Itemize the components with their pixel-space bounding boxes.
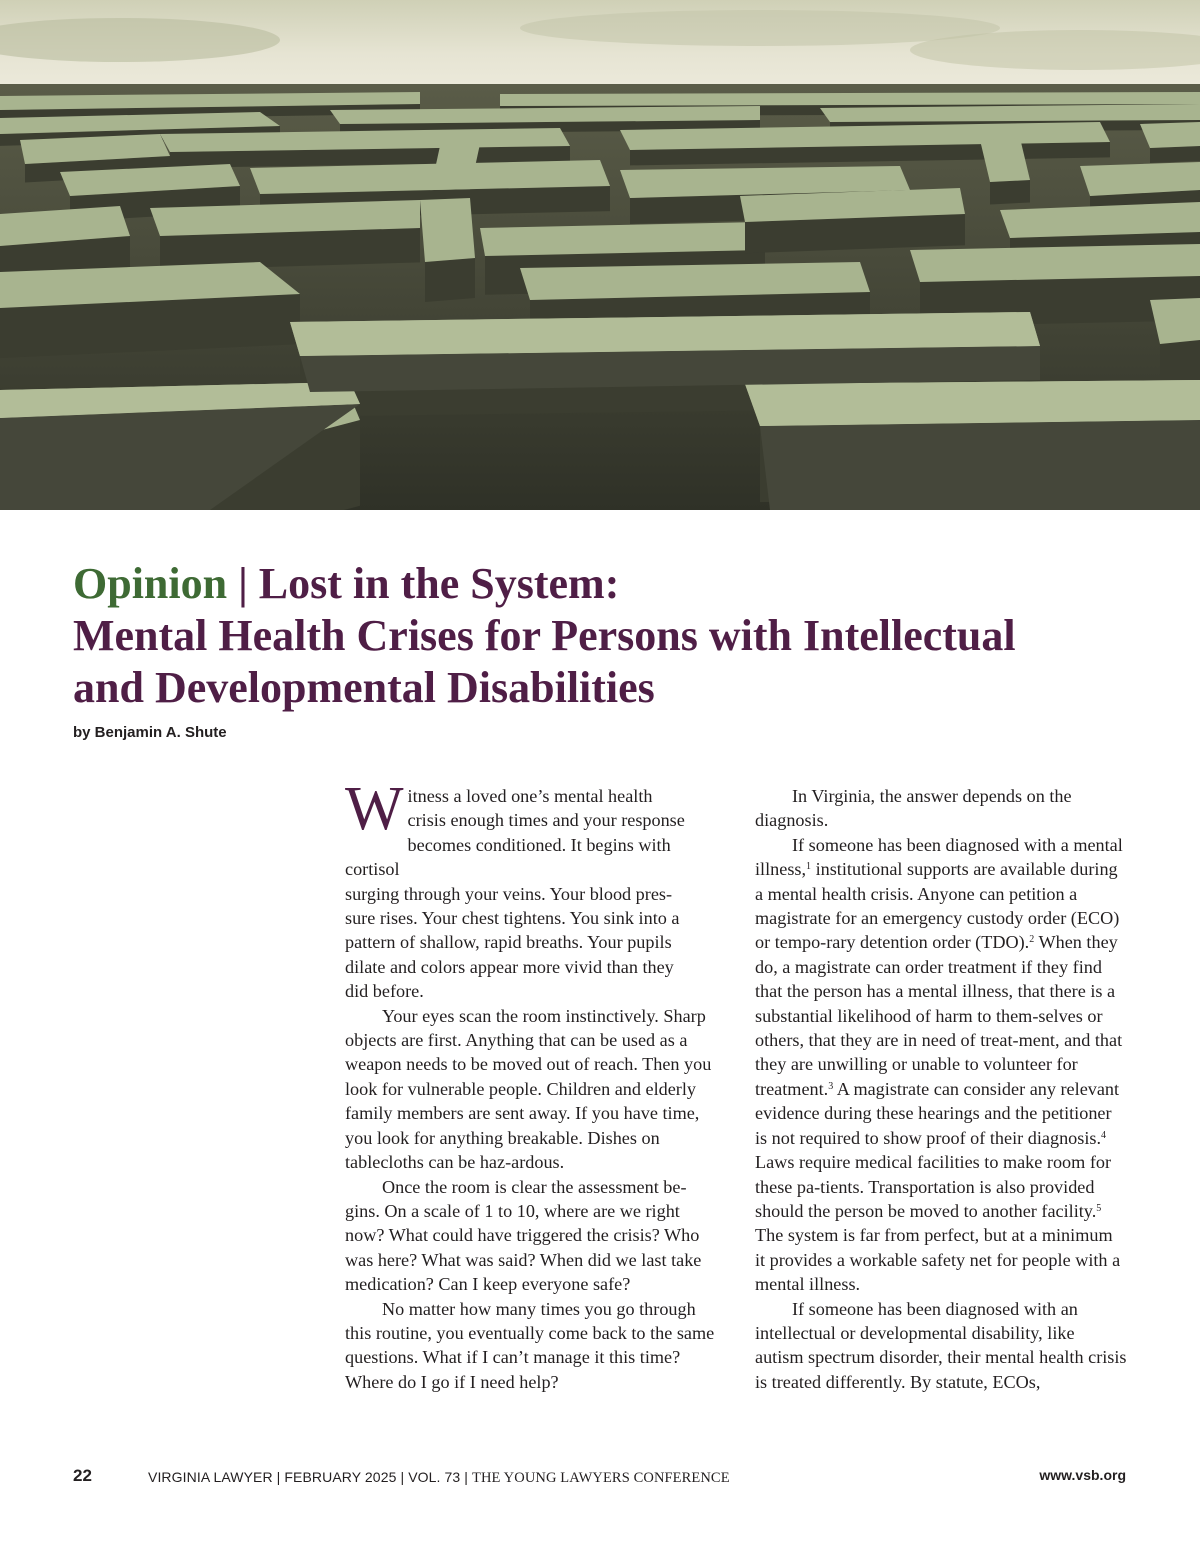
title-line-2: Mental Health Crises for Persons with Intellectual [73, 611, 1016, 660]
footnote-ref: 5 [1096, 1202, 1102, 1214]
paragraph: Your eyes scan the room instinctively. Sharp objects are first. Anything that can be used as a weapon needs to be moved out of reach. Then you look for vulnerable people. Children and elderly family members are sent away. If you have time, you look for anything breakable. Dishes on tablecloths can be haz-ardous. [345, 1005, 712, 1173]
opening-line: pattern of shallow, rapid breaths. Your pupils [345, 932, 672, 953]
maze-wall-top [745, 380, 1200, 426]
text-run: Laws require medical facilities to make room for these pa-tients. Transportation is also provided should the person be moved to another facility. [755, 1152, 1112, 1221]
maze-wall-top [480, 222, 765, 256]
byline: by Benjamin A. Shute [73, 724, 227, 741]
paragraph: In Virginia, the answer depends on the diagnosis. [755, 786, 1072, 831]
hero-illustration [0, 0, 1200, 510]
paragraph: If someone has been diagnosed with an intellectual or developmental disability, like autism spectrum disorder, their mental health crisis is treated differently. By statute, ECOs, [755, 1298, 1127, 1392]
body-column-left [345, 775, 717, 1394]
title-line-3: and Developmental Disabilities [73, 663, 655, 712]
text-run: institutional supports are available during a mental health crisis. Anyone can petition a magistrate for an emergency custody order (ECO) or tempo-rary detention order (TDO). [755, 859, 1120, 953]
paragraph: Once the room is clear the assessment be-gins. On a scale of 1 to 10, where are we right now? What could have triggered the crisis? Who was here? What was said? When did we last take medication? Can I keep everyone safe? [345, 1176, 702, 1295]
maze-wall-face [760, 420, 1200, 510]
page-number: 22 [73, 1466, 92, 1485]
opening-line: becomes conditioned. It begins with cortisol [345, 834, 671, 880]
text-run: A magistrate can consider any relevant evidence during these hearings and the petitioner is not required to show proof of their diagnosis. [755, 1078, 1120, 1148]
section-label: Opinion [73, 559, 228, 608]
maze-wall-top [910, 244, 1200, 282]
paragraph-opening [345, 775, 717, 1004]
opening-line: did before. [345, 981, 424, 1002]
text-run: If someone has been diagnosed with a mental illness, [755, 834, 1123, 880]
text-run: When they do, a magistrate can order treatment if they find that the person has a mental illness, that there is a substantial likelihood of harm to them-selves or others, that they are in need of treat-ment, and that they are unwilling or unable to volunteer for treatment. [755, 932, 1123, 1099]
footnote-ref: 2 [1029, 934, 1035, 946]
paragraph-footnoted [755, 833, 1127, 1297]
drop-cap: W [345, 775, 404, 843]
footer-separator: | [396, 1469, 409, 1485]
maze-wall-face [425, 258, 475, 302]
opening-line: surging through your veins. Your blood pres- [345, 883, 673, 904]
opening-line: dilate and colors appear more vivid than they [345, 956, 674, 977]
maze-image [0, 0, 1200, 510]
title-separator: | [227, 559, 259, 608]
maze-wall-top [1080, 162, 1200, 196]
footnote-ref: 4 [1101, 1129, 1107, 1141]
maze-wall-top [420, 198, 475, 262]
opening-line: crisis enough times and your response [407, 810, 685, 831]
opening-line: itness a loved one’s mental health [407, 786, 653, 806]
publication-name: VIRGINIA LAWYER [148, 1469, 273, 1485]
footer-separator: | [460, 1469, 472, 1485]
footer-separator: | [272, 1469, 285, 1485]
running-footer [148, 1469, 730, 1487]
conference-name: THE YOUNG LAWYERS CONFERENCE [472, 1470, 730, 1486]
website-link[interactable]: www.vsb.org [1039, 1467, 1126, 1483]
footnote-ref: 3 [828, 1080, 834, 1092]
maze-wall-face [990, 180, 1030, 204]
title-line-1: Lost in the System: [258, 559, 620, 608]
footnote-ref: 1 [806, 861, 812, 873]
maze-wall-face [1150, 146, 1200, 163]
article-title [73, 558, 1153, 714]
issue-date: FEBRUARY 2025 [284, 1469, 397, 1485]
body-column-right [755, 784, 1127, 1394]
maze-wall-top [1140, 122, 1200, 148]
paragraph: No matter how many times you go through this routine, you eventually come back to the same questions. What if I can’t manage it this time? Where do I go if I need help? [345, 1298, 715, 1392]
maze-wall-top [500, 92, 1200, 106]
text-run: The system is far from perfect, but at a minimum it provides a workable safety net for people with a mental illness. [755, 1225, 1121, 1295]
volume: VOL. 73 [408, 1469, 461, 1485]
opening-line: sure rises. Your chest tightens. You sink into a [345, 908, 680, 929]
